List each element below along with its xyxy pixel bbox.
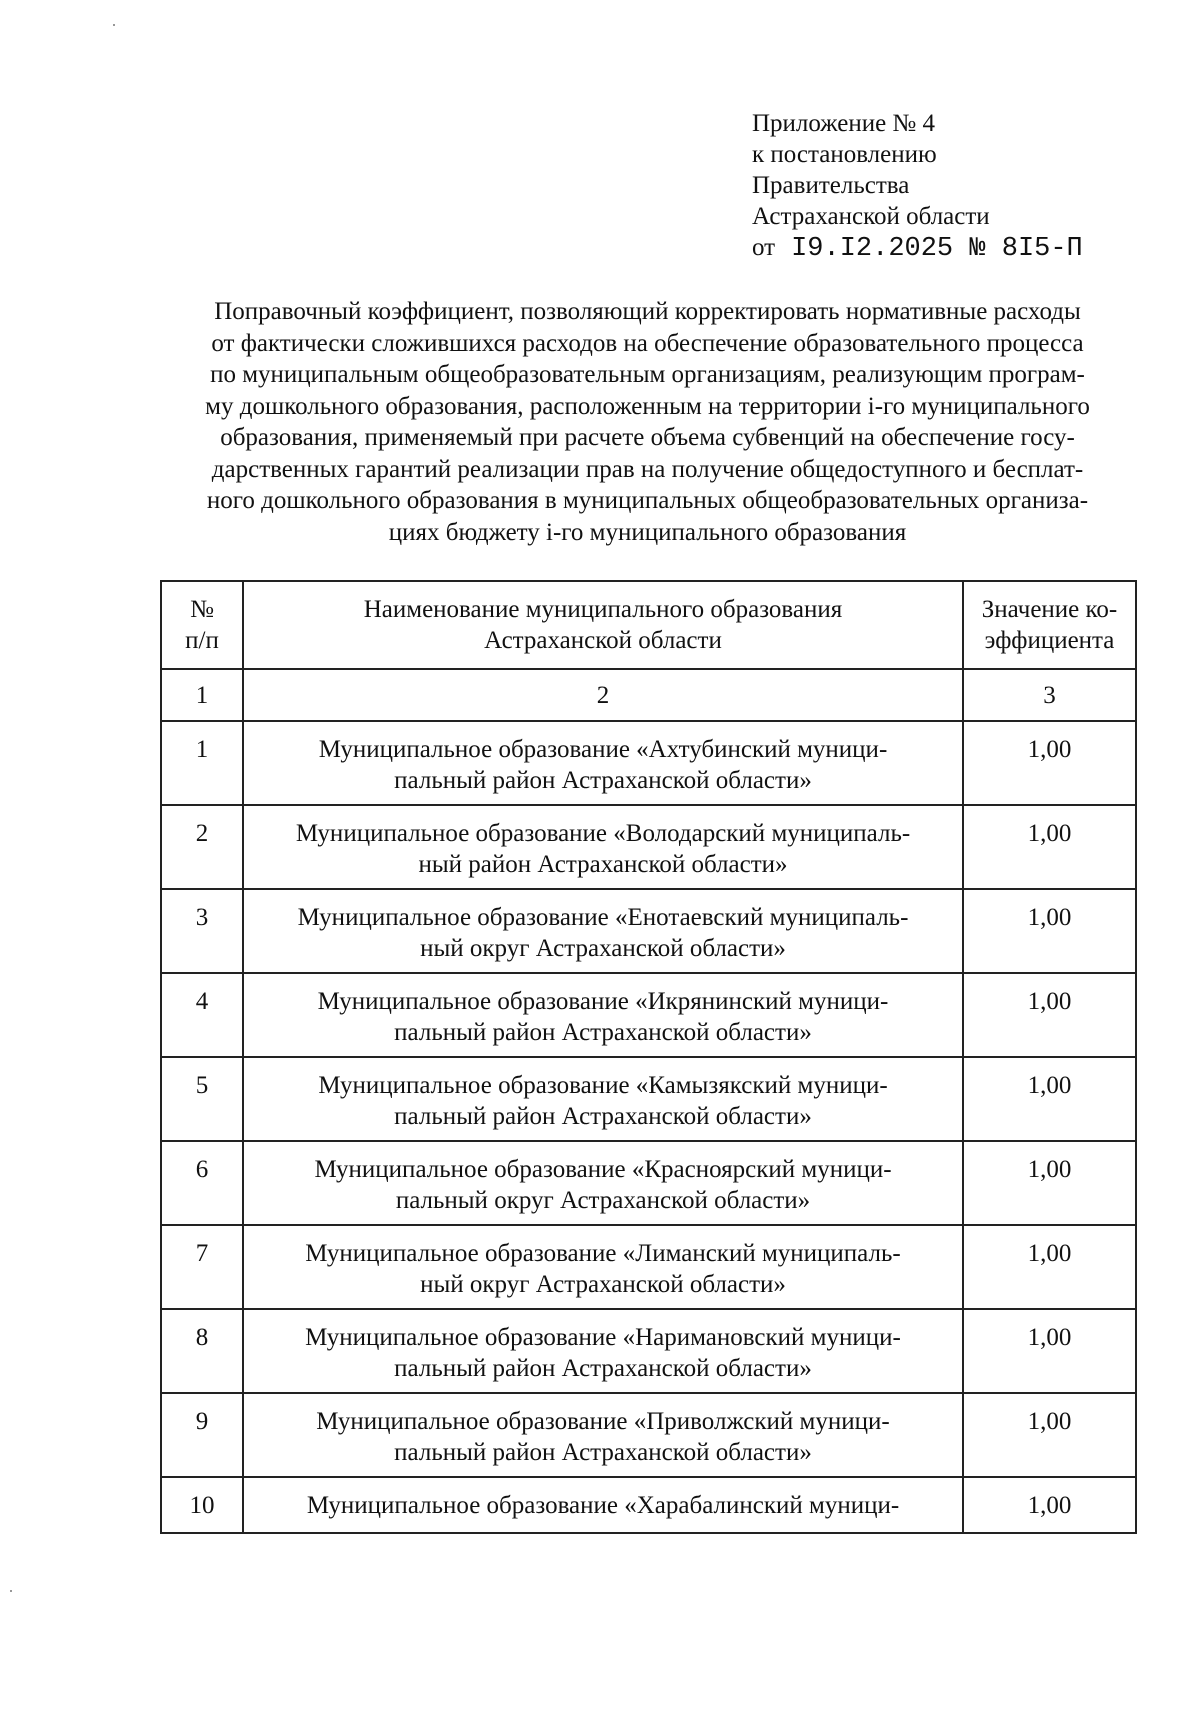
row-name: Муниципальное образование «Харабалинский муници- <box>243 1477 963 1533</box>
appendix-line-2: к постановлению <box>752 141 937 168</box>
row-name: Муниципальное образование «Наримановский муници- пальный район Астраханской области» <box>243 1309 963 1393</box>
table-row <box>161 973 1136 1057</box>
date-prefix: от <box>752 234 776 261</box>
row-name: Муниципальное образование «Енотаевский муниципаль- ный округ Астраханской области» <box>243 889 963 973</box>
scan-speck <box>10 1590 12 1592</box>
row-value: 1,00 <box>963 889 1136 973</box>
heading-line: по муниципальным общеобразовательным организациям, реализующим програм- <box>210 361 1085 388</box>
appendix-date-line <box>752 232 1083 265</box>
row-name: Муниципальное образование «Икрянинский муници- пальный район Астраханской области» <box>243 973 963 1057</box>
row-name: Муниципальное образование «Камызякский муници- пальный район Астраханской области» <box>243 1057 963 1141</box>
row-name: Муниципальное образование «Володарский муниципаль- ный район Астраханской области» <box>243 805 963 889</box>
row-number: 3 <box>161 889 243 973</box>
row-value: 1,00 <box>963 1477 1136 1533</box>
appendix-block <box>752 108 1083 265</box>
table-row <box>161 805 1136 889</box>
heading-line: Поправочный коэффициент, позволяющий корректировать нормативные расходы <box>214 298 1081 325</box>
table-row <box>161 1141 1136 1225</box>
date-number-stamp: I9.I2.2025 № 8I5-П <box>791 234 1083 264</box>
document-heading <box>160 296 1135 548</box>
row-value: 1,00 <box>963 721 1136 805</box>
row-number: 1 <box>161 721 243 805</box>
row-number: 4 <box>161 973 243 1057</box>
table-row <box>161 889 1136 973</box>
column-number-row <box>161 669 1136 721</box>
table-row <box>161 721 1136 805</box>
row-value: 1,00 <box>963 1309 1136 1393</box>
row-value: 1,00 <box>963 1225 1136 1309</box>
table-header-row <box>161 581 1136 669</box>
table-row <box>161 1309 1136 1393</box>
appendix-line-3: Правительства <box>752 172 910 199</box>
table-row <box>161 1477 1136 1533</box>
row-number: 2 <box>161 805 243 889</box>
heading-line: от фактически сложившихся расходов на обеспечение образовательного процесса <box>211 329 1084 357</box>
heading-line: образования, применяемый при расчете объема субвенций на обеспечение госу- <box>220 424 1075 451</box>
heading-line: дарственных гарантий реализации прав на получение общедоступного и бесплат- <box>211 455 1084 483</box>
coefficient-table <box>160 580 1137 1534</box>
appendix-line-4: Астраханской области <box>752 203 990 230</box>
table-row <box>161 1393 1136 1477</box>
row-value: 1,00 <box>963 1057 1136 1141</box>
row-value: 1,00 <box>963 1393 1136 1477</box>
row-name: Муниципальное образование «Ахтубинский муници- пальный район Астраханской области» <box>243 721 963 805</box>
column-number: 3 <box>963 669 1136 721</box>
row-name: Муниципальное образование «Лиманский муниципаль- ный округ Астраханской области» <box>243 1225 963 1309</box>
row-number: 8 <box>161 1309 243 1393</box>
row-number: 7 <box>161 1225 243 1309</box>
heading-line: ного дошкольного образования в муниципальных общеобразовательных организа- <box>206 487 1089 514</box>
row-number: 6 <box>161 1141 243 1225</box>
header-name: Наименование муниципального образования Астраханской области <box>243 581 963 669</box>
row-name: Муниципальное образование «Приволжский муници- пальный район Астраханской области» <box>243 1393 963 1477</box>
row-number: 9 <box>161 1393 243 1477</box>
header-value: Значение ко- эффициента <box>963 581 1136 669</box>
scan-speck <box>113 24 115 26</box>
row-value: 1,00 <box>963 973 1136 1057</box>
heading-line: циях бюджету i-го муниципального образования <box>388 518 907 546</box>
table-row <box>161 1057 1136 1141</box>
appendix-line-1: Приложение № 4 <box>752 110 936 137</box>
row-value: 1,00 <box>963 1141 1136 1225</box>
table-row <box>161 1225 1136 1309</box>
row-number: 5 <box>161 1057 243 1141</box>
row-name: Муниципальное образование «Красноярский муници- пальный округ Астраханской области» <box>243 1141 963 1225</box>
row-number: 10 <box>161 1477 243 1533</box>
column-number: 1 <box>161 669 243 721</box>
heading-line: му дошкольного образования, расположенным на территории i-го муниципального <box>205 392 1090 420</box>
header-number: № п/п <box>161 581 243 669</box>
row-value: 1,00 <box>963 805 1136 889</box>
column-number: 2 <box>243 669 963 721</box>
